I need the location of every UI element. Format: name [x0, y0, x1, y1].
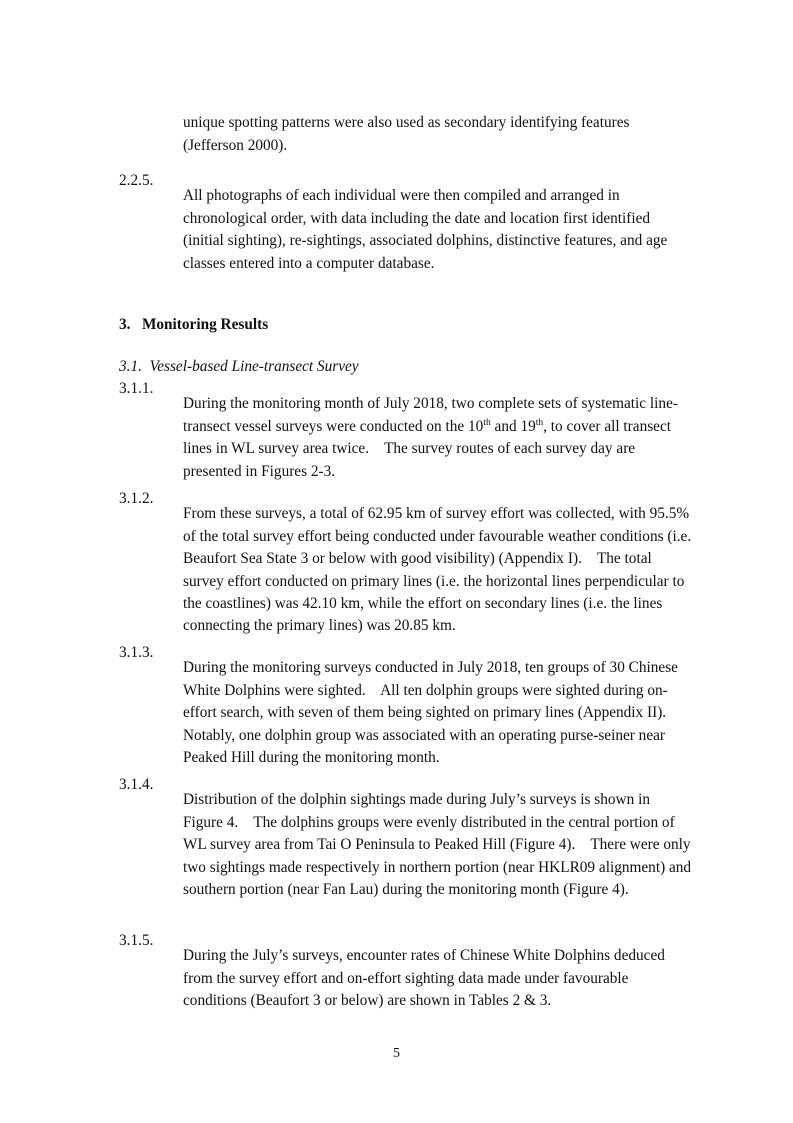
paragraph-number-3-1-4: 3.1.4. — [119, 776, 154, 793]
paragraph-3-1-3: During the monitoring surveys conducted in July 2018, ten groups of 30 Chinese White Dolphins were sighted. All ten dolphin groups were sighted during on-effort search, with seven of them being sighted on primary lines (Appendix II). Notably, one dolphin group was associated with an operating purse-seiner near Peaked Hill during the monitoring month. — [183, 659, 682, 766]
paragraph-3-1-1 — [183, 393, 693, 483]
section-heading: 3. Monitoring Results — [119, 316, 269, 333]
paragraph-3-1-1-text-a: During the monitoring month of July 2018, two complete sets of systematic line-transect vessel surveys were conducted on the 10 — [183, 395, 678, 435]
paragraph-3-1-4: Distribution of the dolphin sightings made during July’s surveys is shown in Figure 4. The dolphins groups were evenly distributed in the central portion of WL survey area from Tai O Peninsula to Peaked Hill (Figure 4). There were only two sightings made respectively in northern portion (near HKLR09 alignment) and southern portion (near Fan Lau) during the monitoring month (Figure 4). — [183, 791, 695, 898]
subsection-heading: 3.1. Vessel-based Line-transect Survey — [119, 358, 359, 375]
ordinal-suffix-19th: th — [535, 417, 544, 428]
paragraph-2-2-5: All photographs of each individual were then compiled and arranged in chronological order, with data including the date and location first identified (initial sighting), re-sightings, associated dolphins, distinctive features, and age classes entered into a computer database. — [183, 187, 668, 272]
paragraph-number-3-1-1: 3.1.1. — [119, 380, 154, 397]
continuation-paragraph: unique spotting patterns were also used as secondary identifying features (Jefferson 2000). — [183, 114, 630, 154]
paragraph-3-1-1-text-b: and 19 — [490, 417, 536, 435]
paragraph-number-3-1-5: 3.1.5. — [119, 932, 154, 949]
paragraph-3-1-1-text-c: , to cover all transect lines in WL survey area twice. The survey routes of each survey day are presented in Figures 2-3. — [183, 417, 675, 480]
paragraph-3-1-5: During the July’s surveys, encounter rates of Chinese White Dolphins deduced from the survey effort and on-effort sighting data made under favourable conditions (Beaufort 3 or below) are shown in Tables 2 & 3. — [183, 947, 669, 1010]
paragraph-number-2-2-5: 2.2.5. — [119, 172, 154, 189]
paragraph-number-3-1-3: 3.1.3. — [119, 644, 154, 661]
ordinal-suffix-10th: th — [483, 417, 491, 428]
paragraph-number-3-1-2: 3.1.2. — [119, 490, 154, 507]
paragraph-3-1-2: From these surveys, a total of 62.95 km of survey effort was collected, with 95.5% of the total survey effort being conducted under favourable weather conditions (i.e. Beaufort Sea State 3 or below with good visibility) (Appendix I). The total survey effort conducted on primary lines (i.e. the horizontal lines perpendicular to the coastlines) was 42.10 km, while the effort on secondary lines (i.e. the lines connecting the primary lines) was 20.85 km. — [183, 505, 695, 635]
page-number: 5 — [393, 1046, 400, 1061]
